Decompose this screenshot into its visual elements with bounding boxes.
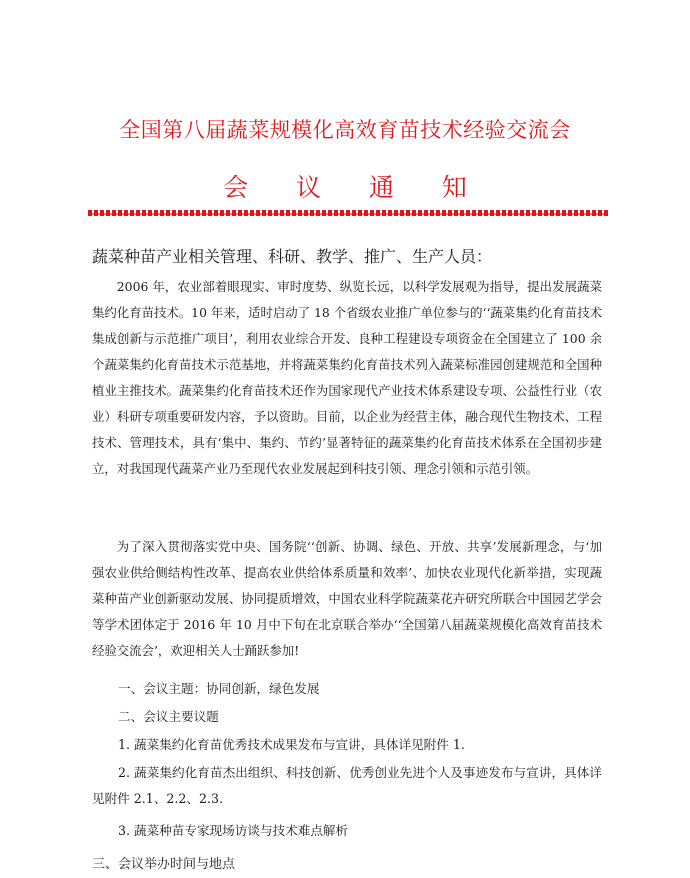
salutation: 蔬菜种苗产业相关管理、科研、教学、推广、生产人员： [92, 247, 493, 266]
topic-item-1: 1. 蔬菜集约化育苗优秀技术成果发布与宣讲，具体详见附件 1. [118, 737, 465, 752]
document-title: 全国第八届蔬菜规模化高效育苗技术经验交流会 [119, 118, 571, 142]
topic-item-3: 3. 蔬菜种苗专家现场访谈与技术难点解析 [118, 823, 349, 838]
section-3-time-place: 三、会议举办时间与地点 [92, 857, 236, 872]
paragraph-1: 2006 年，农业部着眼现实、审时度势、纵览长远，以科学发展观为指导，提出发展蔬菜集约化育苗技术。10 年来，适时启动了 18 个省级农业推广单位参与的‘‘蔬菜集约化育苗技术集成创新与示范推广项目’，利用农业综合开发、良种工程建设专项资金在全国建立了 100 余个蔬菜集约化育苗技术示范基地，并将蔬菜集约化育苗技术列入蔬菜标准园创建规范和全国种植业主推技术。蔬菜集约化育苗技术还作为国家现代产业技术体系建设专项、公益性行业（农业）科研专项重要研发内容，予以资助。目前，以企业为经营主体，融合现代生物技术、工程技术、管理技术，具有‘集中、集约、节约’显著特征的蔬菜集约化育苗技术体系在全国初步建立，对我国现代蔬菜产业乃至现代农业发展起到科技引领、理念引领和示范引领。 [92, 279, 602, 476]
topic-item-2: 2. 蔬菜集约化育苗杰出组织、科技创新、优秀创业先进个人及事迹发布与宣讲，具体详见附件 2.1、2.2、2.3. [92, 765, 602, 806]
document-subtitle: 会 议 通 知 [223, 173, 487, 202]
paragraph-2: 为了深入贯彻落实党中央、国务院‘‘创新、协调、绿色、开放、共享’发展新理念，与‘加强农业供给侧结构性改革、提高农业供给体系质量和效率’、加快农业现代化新举措，实现蔬菜种苗产业创新驱动发展、协同提质增效，中国农业科学院蔬菜花卉研究所联合中国园艺学会等学术团体定于 2016 年 10 月中下旬在北京联合举办‘‘全国第八届蔬菜规模化高效育苗技术经验交流会’，欢迎相关人士踊跃参加! [92, 539, 602, 658]
red-divider-underline [88, 213, 608, 215]
section-2-topics: 二、会议主要议题 [118, 709, 219, 724]
section-1-theme: 一、会议主题：协同创新，绿色发展 [118, 681, 320, 696]
